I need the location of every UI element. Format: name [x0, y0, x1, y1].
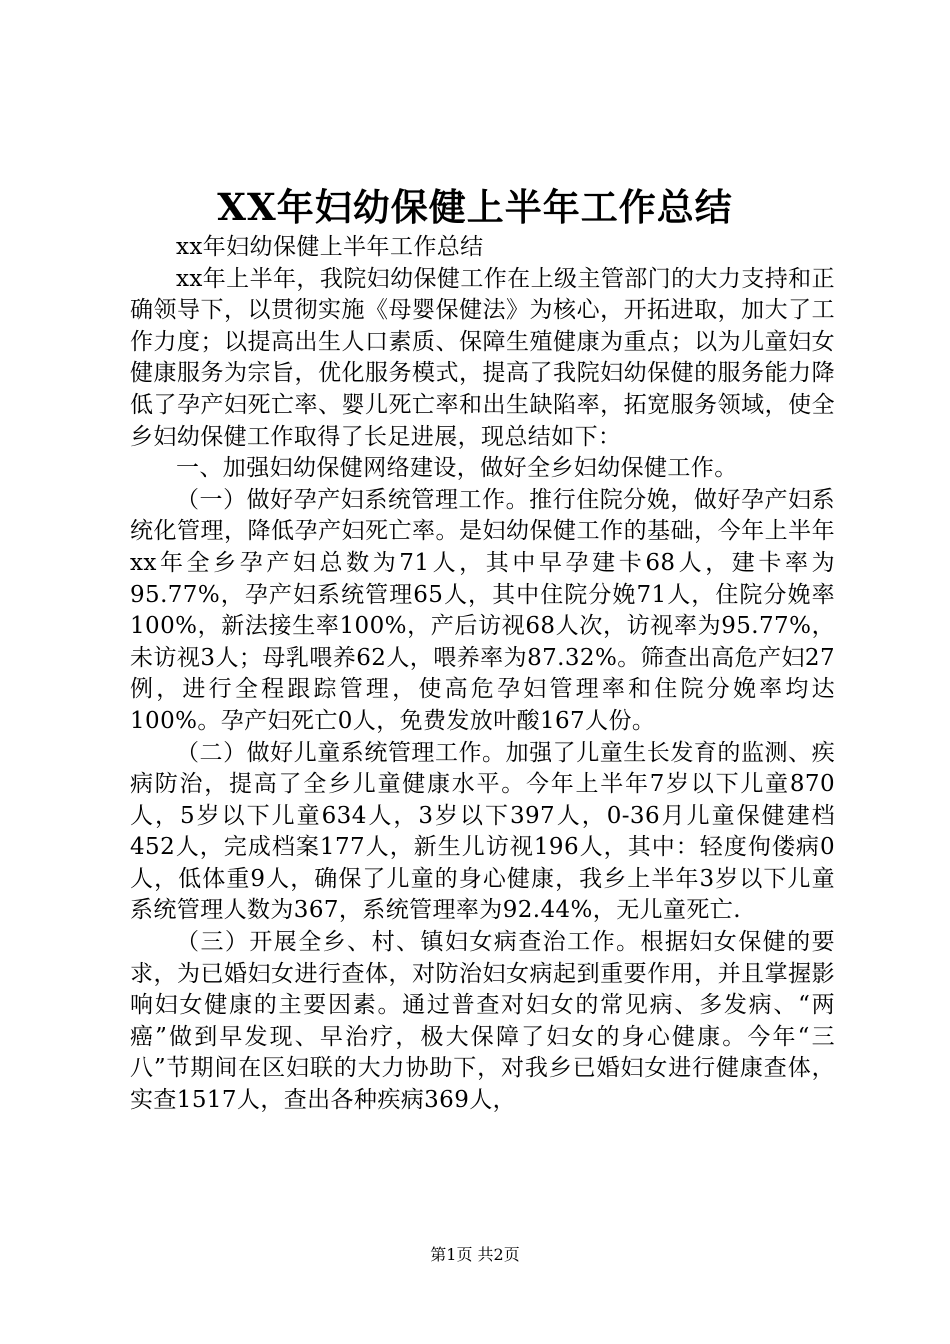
document-title: XX年妇幼保健上半年工作总结	[217, 185, 733, 229]
body-paragraph-subtitle: xx年妇幼保健上半年工作总结	[176, 234, 484, 260]
section-heading-1: 一、加强妇幼保健网络建设，做好全乡妇幼保健工作。	[176, 455, 738, 482]
body-paragraph-intro: xx年上半年，我院妇幼保健工作在上级主管部门的大力支持和正确领导下，以贯彻实施《母婴保健法》为核心，开拓进取，加大了工作力度；以提高出生人口素质、保障生殖健康为重点；以为儿童妇女健康服务为宗旨，优化服务模式，提高了我院妇幼保健的服务能力降低了孕产妇死亡率、婴儿死亡率和出生缺陷率，拓宽服务领域，使全乡妇幼保健工作取得了长足进展，现总结如下：	[130, 265, 835, 450]
body-paragraph-women-health: （三）开展全乡、村、镇妇女病查治工作。根据妇女保健的要求，为已婚妇女进行查体，对防治妇女病起到重要作用，并且掌握影响妇女健康的主要因素。通过普查对妇女的常见病、多发病、“两癌”做到早发现、早治疗，极大保障了妇女的身心健康。今年“三八”节期间在区妇联的大力协助下，对我乡已婚妇女进行健康查体，实查1517人，查出各种疾病369人，	[130, 929, 835, 1114]
body-paragraph-children: （二）做好儿童系统管理工作。加强了儿童生长发育的监测、疾病防治，提高了全乡儿童健康水平。今年上半年7岁以下儿童870人，5岁以下儿童634人，3岁以下397人，0-36月儿童保健建档452人，完成档案177人，新生儿访视196人，其中：轻度佝偻病0人，低体重9人，确保了儿童的身心健康，我乡上半年3岁以下儿童系统管理人数为367，系统管理率为92.44%，无儿童死亡.	[130, 739, 835, 924]
body-paragraph-maternal: （一）做好孕产妇系统管理工作。推行住院分娩，做好孕产妇系统化管理，降低孕产妇死亡率。是妇幼保健工作的基础，今年上半年xx年全乡孕产妇总数为71人，其中早孕建卡68人，建卡率为95.77%，孕产妇系统管理65人，其中住院分娩71人，住院分娩率100%，新法接生率100%，产后访视68人次，访视率为95.77%，未访视3人；母乳喂养62人，喂养率为87.32%。筛查出高危产妇27例，进行全程跟踪管理，使高危孕妇管理率和住院分娩率均达100%。孕产妇死亡0人，免费发放叶酸167人份。	[130, 486, 835, 734]
document-body	[130, 232, 835, 1117]
page-number-footer: 第1页 共2页	[430, 1245, 520, 1264]
